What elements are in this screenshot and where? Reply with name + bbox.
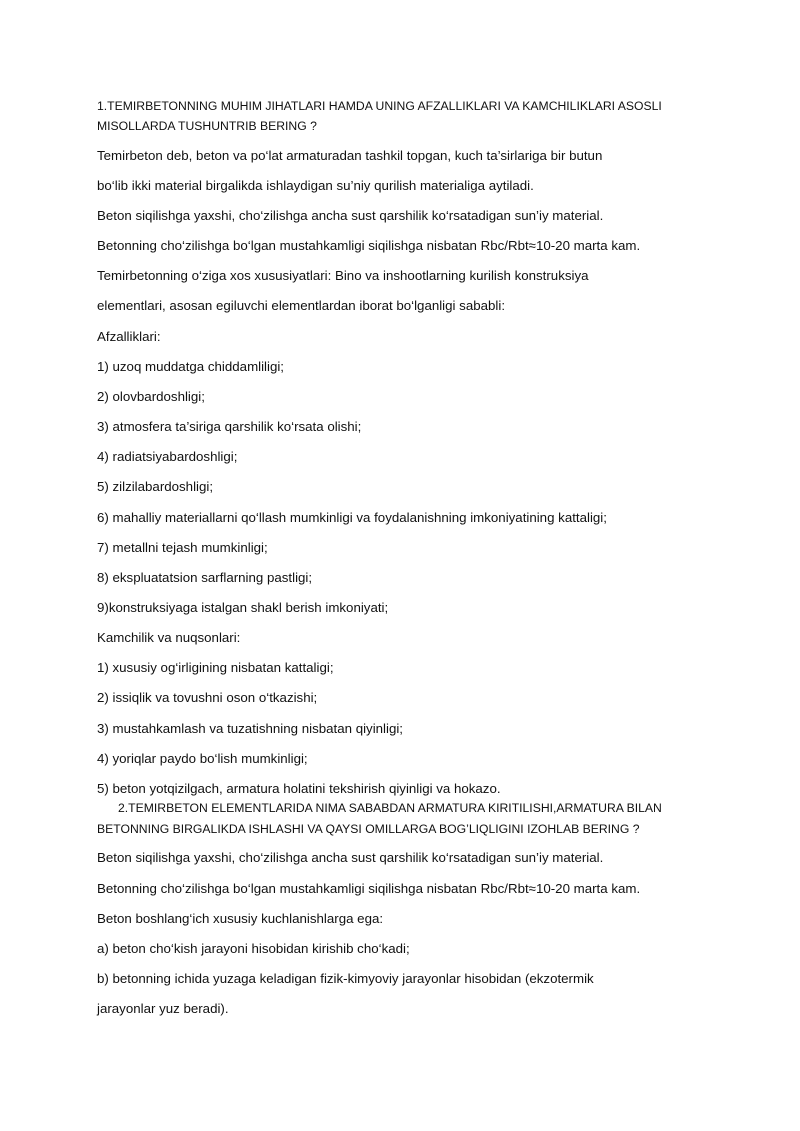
list-item: 8) ekspluatatsion sarflarning pastligi; (97, 570, 313, 585)
section2-item-b-line1: b) betonning ichida yuzaga keladigan fizik-kimyoviy jarayonlar hisobidan (ekzotermik (97, 971, 594, 986)
section2-para3: Beton boshlang‘ich xususiy kuchlanishlarga ega: (97, 911, 384, 926)
list-item: 1) xususiy og‘irligining nisbatan kattaligi; (97, 660, 334, 675)
list-item: 4) radiatsiyabardoshligi; (97, 449, 238, 464)
section1-heading-line1: 1.TEMIRBETONNING MUHIM JIHATLARI HAMDA UNING AFZALLIKLARI VA KAMCHILIKLARI ASOSLI (97, 99, 662, 113)
section2-para2: Betonning cho‘zilishga bo‘lgan mustahkamligi siqilishga nisbatan Rbc/Rbt≈10-20 marta kam. (97, 881, 641, 896)
list-item: 3) atmosfera ta’siriga qarshilik ko‘rsata olishi; (97, 419, 362, 434)
section1-para4-line1: Temirbetonning o‘ziga xos xususiyatlari: Bino va inshootlarning kurilish konstruksiya (97, 268, 589, 283)
list-item: 5) zilzilabardoshligi; (97, 479, 214, 494)
section1-heading-line2: MISOLLARDA TUSHUNTRIB BERING ? (97, 119, 317, 133)
section1-para1-line2: bo‘lib ikki material birgalikda ishlaydigan su’niy qurilish materialiga aytiladi. (97, 178, 534, 193)
list-item: 3) mustahkamlash va tuzatishning nisbatan qiyinligi; (97, 721, 403, 736)
advantages-title: Afzalliklari: (97, 329, 161, 344)
list-item: 9)konstruksiyaga istalgan shakl berish imkoniyati; (97, 600, 389, 615)
section1-para2: Beton siqilishga yaxshi, cho‘zilishga ancha sust qarshilik ko‘rsatadigan sun’iy material. (97, 208, 604, 223)
list-item: 7) metallni tejash mumkinligi; (97, 540, 268, 555)
disadvantages-title: Kamchilik va nuqsonlari: (97, 630, 241, 645)
list-item: 6) mahalliy materiallarni qo‘llash mumkinligi va foydalanishning imkoniyatining kattaligi; (97, 510, 607, 525)
list-item: 4) yoriqlar paydo bo‘lish mumkinligi; (97, 751, 308, 766)
list-item: 2) olovbardoshligi; (97, 389, 205, 404)
list-item: 1) uzoq muddatga chiddamliligi; (97, 359, 285, 374)
list-item: 2) issiqlik va tovushni oson o‘tkazishi; (97, 690, 318, 705)
section1-para4-line2: elementlari, asosan egiluvchi elementlardan iborat bo‘lganligi sababli: (97, 298, 506, 313)
section2-item-b-line2: jarayonlar yuz beradi). (97, 1001, 229, 1016)
section2-heading-line1: 2.TEMIRBETON ELEMENTLARIDA NIMA SABABDAN ARMATURA KIRITILISHI,ARMATURA BILAN (118, 801, 662, 815)
section1-para1-line1: Temirbeton deb, beton va po‘lat armaturadan tashkil topgan, kuch ta’sirlariga bir butun (97, 148, 603, 163)
list-item: 5) beton yotqizilgach, armatura holatini tekshirish qiyinligi va hokazo. (97, 781, 501, 796)
section1-para3: Betonning cho‘zilishga bo‘lgan mustahkamligi siqilishga nisbatan Rbc/Rbt≈10-20 marta kam. (97, 238, 641, 253)
section2-para1: Beton siqilishga yaxshi, cho‘zilishga ancha sust qarshilik ko‘rsatadigan sun’iy material. (97, 850, 604, 865)
section2-item-a: a) beton cho‘kish jarayoni hisobidan kirishib cho‘kadi; (97, 941, 410, 956)
section2-heading-line2: BETONNING BIRGALIKDA ISHLASHI VA QAYSI OMILLARGA BOG’LIQLIGINI IZOHLAB BERING ? (97, 822, 640, 836)
